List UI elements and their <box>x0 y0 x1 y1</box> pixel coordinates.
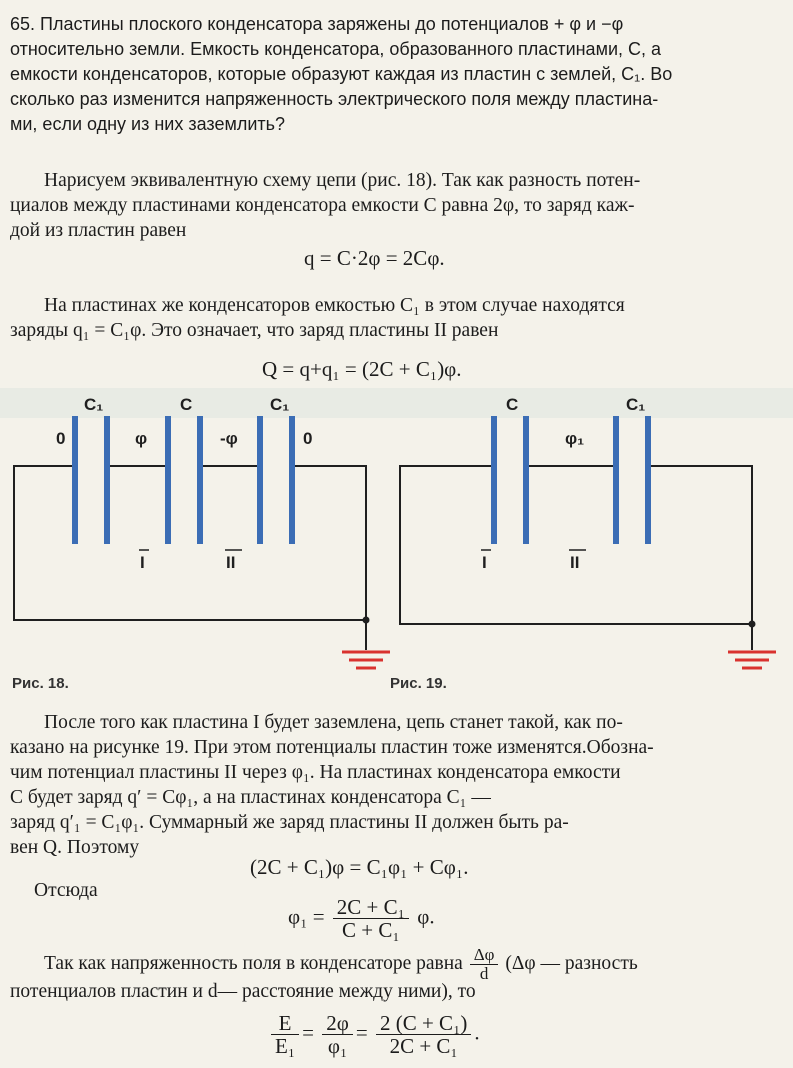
text-line: С будет заряд q′ = Cφ₁, а на пластинах конденсатора C₁ — <box>10 787 491 808</box>
problem-line: относительно земли. Емкость конденсатора, образованного пластинами, С, а <box>10 39 662 59</box>
fig18-plate <box>197 416 203 544</box>
eq-phi1-fraction <box>333 896 409 941</box>
text-fragment: Так как напряженность поля в конденсаторе равна <box>44 952 463 974</box>
equation-Q: Q = q+q₁ = (2C + C₁)φ. <box>262 357 462 381</box>
equation-phi1 <box>288 896 435 941</box>
text-line <box>10 946 775 983</box>
fig19-label-c1: C₁ <box>626 395 646 414</box>
problem-line: сколько раз изменится напряженность электрического поля между пластина- <box>10 89 659 109</box>
frac-num: Δφ <box>470 946 499 965</box>
fig18-plate <box>257 416 263 544</box>
fig19-label-c: C <box>506 395 519 414</box>
eq-phi1-rhs: φ. <box>417 904 435 929</box>
fig19-outer-wire <box>400 466 752 624</box>
fig18-plates <box>72 416 295 544</box>
fig18-label-c1-left: C₁ <box>84 395 104 414</box>
solution-paragraph-4 <box>10 946 775 1004</box>
otsyuda-label: Отсюда <box>34 880 98 901</box>
eq-phi1-lhs: φ₁ = <box>288 904 325 929</box>
frac-num: 2 (C + C₁) <box>376 1012 471 1035</box>
fig18-plate <box>72 416 78 544</box>
text-line: потенциалов пластин и d— расстояние между ними), то <box>10 981 476 1002</box>
fig18-wires <box>14 466 366 650</box>
solution-paragraph-1 <box>10 168 775 243</box>
fig19-plate <box>613 416 619 544</box>
equation-field-ratio: $\frac{E}{\text{E₁}}$ = $\frac{2\varphi}{\text{φ₁}}$ = $\frac{\text{2 (C + C₁)}}{\text{2C + C₁}}$ . <box>268 1012 480 1057</box>
fig18-plate-I: I <box>140 553 145 572</box>
fig19-junction <box>749 621 756 628</box>
fig19-plate-II: II <box>570 553 580 572</box>
fig19-ground-icon <box>728 652 776 668</box>
text-line: заряды q₁ = C₁φ. Это означает, что заряд пластины II равен <box>10 320 499 341</box>
text-line: казано на рисунке 19. При этом потенциалы пластин тоже изменятся.Обозна- <box>10 737 654 758</box>
solution-paragraph-2 <box>10 293 775 343</box>
fig18-pot-minus-phi: -φ <box>220 429 238 448</box>
fig18-caption: Рис. 18. <box>12 675 69 692</box>
fig19-caption: Рис. 19. <box>390 675 447 692</box>
equation-q: q = C·2φ = 2Cφ. <box>304 246 445 270</box>
text-line: заряд q′₁ = C₁φ₁. Суммарный же заряд пластины II должен быть ра- <box>10 812 569 833</box>
text-line: циалов между пластинами конденсатора емкости С равна 2φ, то заряд каж- <box>10 195 635 216</box>
fig19-plate <box>645 416 651 544</box>
eq-ratio-frac-2 <box>322 1012 353 1057</box>
problem-line: емкости конденсаторов, которые образуют каждая из пластин с землей, C₁. Во <box>10 64 673 84</box>
text-line: чим потенциал пластины II через φ₁. На пластинах конденсатора емкости <box>10 762 621 783</box>
fig19-plate <box>491 416 497 544</box>
fig19-pot-phi1: φ₁ <box>565 429 585 448</box>
text-line: На пластинах же конденсаторов емкостью C₁ в этом случае находятся <box>44 295 625 316</box>
solution-paragraph-3 <box>10 710 775 860</box>
fig18-plate <box>104 416 110 544</box>
fig18-plate <box>289 416 295 544</box>
frac-den: E₁ <box>275 1034 296 1058</box>
fig18-pot-0-left: 0 <box>56 429 66 448</box>
frac-den: φ₁ <box>327 1034 348 1058</box>
fig18-plate <box>165 416 171 544</box>
text-line: Нарисуем эквивалентную схему цепи (рис. 18). Так как разность потен- <box>44 170 641 191</box>
problem-line: 65. Пластины плоского конденсатора заряжены до потенциалов + φ и −φ <box>10 14 624 34</box>
delta-phi-over-d <box>470 946 499 983</box>
fig18-ground-icon <box>342 652 390 668</box>
fig18-left-wire <box>14 466 366 620</box>
fig18-label-c: C <box>180 395 193 414</box>
fig19-plate <box>523 416 529 544</box>
problem-line: ми, если одну из них заземлить? <box>10 114 286 134</box>
equation-charge-balance: (2C + C₁)φ = C₁φ₁ + Cφ₁. <box>250 855 469 879</box>
frac-num: E <box>271 1012 299 1035</box>
problem-statement <box>10 12 775 137</box>
fig18-label-c1-right: C₁ <box>270 395 290 414</box>
frac-num: 2φ <box>322 1012 353 1035</box>
frac-den: 2C + C₁ <box>389 1034 458 1058</box>
fig18-pot-phi: φ <box>135 429 148 448</box>
text-fragment: (Δφ — разность <box>505 952 638 974</box>
text-line: После того как пластина I будет заземлена, цепь станет такой, как по- <box>44 712 623 733</box>
text-line: дой из пластин равен <box>10 220 187 241</box>
fig18-junction <box>363 617 370 624</box>
eq-phi1-den: C + C₁ <box>342 918 400 942</box>
eq-phi1-num: 2C + C₁ <box>333 896 409 919</box>
eq-end: . <box>474 1020 480 1045</box>
text-line: вен Q. Поэтому <box>10 837 140 858</box>
circuit-figures <box>0 388 793 678</box>
fig18-plate-II: II <box>226 553 236 572</box>
fig19-plate-I: I <box>482 553 487 572</box>
fig18-pot-0-right: 0 <box>303 429 313 448</box>
eq-ratio-frac-1 <box>271 1012 299 1057</box>
frac-den: d <box>479 964 489 983</box>
eq-ratio-frac-3 <box>376 1012 471 1057</box>
